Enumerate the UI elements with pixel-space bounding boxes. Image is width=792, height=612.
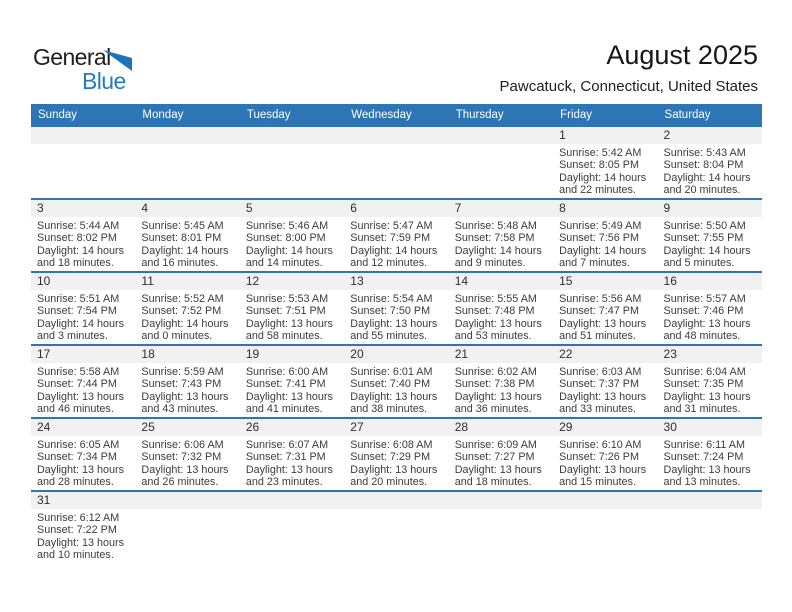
week-row — [31, 344, 762, 417]
day-daylight2: and 15 minutes. — [559, 475, 636, 488]
day-daylight2: and 48 minutes. — [663, 329, 741, 342]
day-sunset: Sunset: 7:47 PM — [559, 305, 639, 318]
day-number: 9 — [663, 201, 671, 215]
day-number: 18 — [141, 347, 155, 361]
day-cell — [344, 217, 448, 271]
day-sunrise: Sunrise: 5:58 AM — [37, 366, 120, 378]
day-number-band — [31, 127, 762, 144]
day-daylight1: Daylight: 13 hours — [37, 536, 125, 549]
day-daylight1: Daylight: 13 hours — [245, 463, 333, 476]
day-sunrise: Sunrise: 6:05 AM — [37, 439, 120, 451]
day-daylight1: Daylight: 13 hours — [37, 463, 125, 476]
day-cell — [240, 363, 344, 417]
day-daylight1: Daylight: 13 hours — [141, 390, 229, 403]
day-cell — [449, 363, 553, 417]
day-details-row — [31, 509, 762, 563]
day-details-row — [31, 436, 762, 490]
day-number: 17 — [37, 347, 51, 361]
day-number: 6 — [350, 201, 357, 215]
day-daylight1: Daylight: 13 hours — [454, 463, 542, 476]
day-sunrise: Sunrise: 5:54 AM — [350, 293, 433, 305]
day-sunrise: Sunrise: 6:11 AM — [663, 439, 745, 451]
day-sunset: Sunset: 8:02 PM — [37, 232, 117, 245]
day-daylight1: Daylight: 13 hours — [663, 317, 751, 330]
day-daylight2: and 28 minutes. — [37, 475, 114, 488]
day-cell — [553, 290, 657, 344]
day-cell — [135, 290, 239, 344]
day-cell — [449, 217, 553, 271]
day-sunset: Sunset: 7:31 PM — [245, 451, 326, 464]
day-daylight1: Daylight: 14 hours — [559, 171, 647, 184]
day-sunset: Sunset: 7:26 PM — [559, 451, 639, 464]
day-daylight1: Daylight: 14 hours — [663, 171, 751, 184]
week-row — [31, 198, 762, 271]
day-daylight2: and 16 minutes. — [141, 256, 219, 269]
day-sunset: Sunset: 7:54 PM — [37, 305, 117, 318]
day-number: 31 — [37, 493, 51, 507]
day-number: 26 — [245, 420, 260, 434]
day-daylight1: Daylight: 14 hours — [350, 244, 438, 257]
day-number: 14 — [454, 274, 469, 288]
day-sunrise: Sunrise: 6:07 AM — [245, 439, 329, 451]
day-daylight1: Daylight: 13 hours — [454, 317, 542, 330]
day-sunrise: Sunrise: 5:53 AM — [245, 293, 329, 305]
day-number: 22 — [559, 347, 573, 361]
week-row — [31, 127, 762, 198]
day-cell — [449, 290, 553, 344]
day-sunrise: Sunrise: 6:02 AM — [454, 366, 537, 378]
day-number: 21 — [454, 347, 469, 361]
day-number — [135, 127, 239, 144]
day-daylight1: Daylight: 14 hours — [245, 244, 333, 257]
day-daylight2: and 55 minutes. — [350, 329, 428, 342]
day-cell — [658, 144, 762, 198]
day-number-band — [31, 419, 762, 436]
day-daylight2: and 3 minutes. — [37, 329, 108, 342]
day-details-row — [31, 144, 762, 198]
day-daylight1: Daylight: 14 hours — [141, 244, 229, 257]
day-cell — [240, 290, 344, 344]
day-daylight1: Daylight: 14 hours — [37, 244, 125, 257]
day-sunset: Sunset: 7:52 PM — [141, 305, 222, 318]
page-title: August 2025 — [606, 40, 758, 70]
day-cell — [31, 363, 135, 417]
day-sunrise: Sunrise: 6:10 AM — [559, 439, 642, 451]
day-sunrise: Sunrise: 5:51 AM — [37, 293, 120, 305]
day-daylight2: and 9 minutes. — [454, 256, 526, 269]
day-details-row — [31, 363, 762, 417]
day-number-band — [31, 346, 762, 363]
day-daylight1: Daylight: 13 hours — [663, 463, 751, 476]
day-daylight2: and 5 minutes. — [663, 256, 735, 269]
day-details-row — [31, 290, 762, 344]
day-number — [240, 492, 344, 509]
day-daylight2: and 7 minutes. — [559, 256, 630, 269]
day-sunset: Sunset: 7:41 PM — [245, 378, 326, 391]
day-daylight2: and 18 minutes. — [454, 475, 532, 488]
day-cell — [31, 436, 135, 490]
day-sunset: Sunset: 7:56 PM — [559, 232, 639, 245]
day-sunset: Sunset: 7:48 PM — [454, 305, 535, 318]
day-daylight1: Daylight: 14 hours — [663, 244, 751, 257]
week-row — [31, 417, 762, 490]
day-number — [449, 492, 553, 509]
day-sunrise: Sunrise: 6:06 AM — [141, 439, 224, 451]
weekday-header-wednesday: Wednesday — [351, 109, 412, 121]
day-number — [31, 127, 135, 144]
day-number: 1 — [559, 128, 566, 142]
location-subtitle: Pawcatuck, Connecticut, United States — [499, 78, 758, 95]
day-sunrise: Sunrise: 5:55 AM — [454, 293, 537, 305]
day-daylight2: and 51 minutes. — [559, 329, 636, 342]
day-cell — [31, 144, 135, 198]
day-cell — [135, 363, 239, 417]
day-number — [449, 127, 553, 144]
week-row — [31, 490, 762, 563]
day-cell — [135, 509, 239, 563]
day-daylight2: and 22 minutes. — [559, 183, 636, 196]
day-daylight1: Daylight: 14 hours — [37, 317, 125, 330]
day-sunset: Sunset: 7:44 PM — [37, 378, 117, 391]
day-number-band — [31, 273, 762, 290]
day-sunrise: Sunrise: 6:12 AM — [37, 512, 120, 524]
day-sunrise: Sunrise: 5:43 AM — [663, 147, 746, 159]
day-number: 12 — [245, 274, 260, 288]
day-cell — [449, 509, 553, 563]
day-number: 28 — [454, 420, 469, 434]
day-number — [344, 492, 448, 509]
day-cell — [135, 217, 239, 271]
weekday-header-friday: Friday — [560, 109, 593, 121]
day-sunset: Sunset: 7:27 PM — [454, 451, 535, 464]
weekday-header-sunday: Sunday — [38, 109, 78, 121]
day-sunset: Sunset: 7:59 PM — [350, 232, 431, 245]
week-row — [31, 271, 762, 344]
day-daylight2: and 38 minutes. — [350, 402, 428, 415]
day-daylight2: and 46 minutes. — [37, 402, 114, 415]
day-sunset: Sunset: 7:50 PM — [350, 305, 431, 318]
day-sunrise: Sunrise: 5:47 AM — [350, 220, 433, 232]
day-sunrise: Sunrise: 5:42 AM — [559, 147, 642, 159]
day-sunrise: Sunrise: 5:48 AM — [454, 220, 537, 232]
day-sunset: Sunset: 8:04 PM — [663, 159, 744, 172]
day-cell — [135, 436, 239, 490]
day-cell — [553, 363, 657, 417]
day-sunset: Sunset: 7:32 PM — [141, 451, 222, 464]
day-sunset: Sunset: 7:35 PM — [663, 378, 744, 391]
day-sunrise: Sunrise: 5:52 AM — [141, 293, 224, 305]
day-number: 20 — [350, 347, 364, 361]
day-sunrise: Sunrise: 5:49 AM — [559, 220, 642, 232]
day-cell — [240, 217, 344, 271]
calendar-table — [31, 104, 762, 563]
day-cell — [658, 363, 762, 417]
day-number-band — [31, 492, 762, 509]
day-cell — [553, 509, 657, 563]
day-cell — [31, 509, 135, 563]
day-sunset: Sunset: 7:51 PM — [245, 305, 326, 318]
day-daylight2: and 41 minutes. — [245, 402, 323, 415]
day-number: 24 — [37, 420, 51, 434]
day-number: 13 — [350, 274, 364, 288]
day-number: 19 — [245, 347, 260, 361]
day-daylight2: and 26 minutes. — [141, 475, 219, 488]
day-cell — [344, 436, 448, 490]
day-number: 4 — [141, 201, 149, 215]
day-number-band — [31, 200, 762, 217]
day-cell — [553, 144, 657, 198]
logo-text-blue: Blue — [82, 68, 126, 94]
day-cell — [344, 363, 448, 417]
day-daylight1: Daylight: 13 hours — [141, 463, 229, 476]
weekday-header-tuesday: Tuesday — [246, 109, 291, 121]
day-daylight2: and 13 minutes. — [663, 475, 741, 488]
day-daylight2: and 23 minutes. — [245, 475, 323, 488]
day-number: 5 — [245, 201, 253, 215]
day-cell — [344, 144, 448, 198]
day-daylight1: Daylight: 13 hours — [37, 390, 125, 403]
day-sunset: Sunset: 8:05 PM — [559, 159, 639, 172]
day-cell — [658, 217, 762, 271]
day-daylight1: Daylight: 13 hours — [663, 390, 751, 403]
day-number: 16 — [663, 274, 677, 288]
day-sunset: Sunset: 8:00 PM — [245, 232, 326, 245]
day-number — [240, 127, 344, 144]
day-number: 29 — [559, 420, 573, 434]
day-sunrise: Sunrise: 6:09 AM — [454, 439, 537, 451]
day-sunset: Sunset: 7:43 PM — [141, 378, 222, 391]
day-cell — [135, 144, 239, 198]
day-sunrise: Sunrise: 6:01 AM — [350, 366, 433, 378]
day-daylight1: Daylight: 14 hours — [559, 244, 647, 257]
day-cell — [553, 217, 657, 271]
day-cell — [658, 509, 762, 563]
day-daylight1: Daylight: 13 hours — [559, 317, 647, 330]
day-details-row — [31, 217, 762, 271]
day-daylight2: and 20 minutes. — [663, 183, 741, 196]
day-daylight2: and 53 minutes. — [454, 329, 532, 342]
day-sunset: Sunset: 7:22 PM — [37, 524, 117, 537]
day-daylight1: Daylight: 14 hours — [454, 244, 542, 257]
day-number: 2 — [663, 128, 671, 142]
day-cell — [449, 436, 553, 490]
day-sunset: Sunset: 7:58 PM — [454, 232, 535, 245]
day-cell — [31, 217, 135, 271]
logo-text-general: General — [33, 44, 111, 70]
day-cell — [240, 144, 344, 198]
day-number: 23 — [663, 347, 677, 361]
general-blue-logo — [33, 44, 173, 96]
day-cell — [344, 509, 448, 563]
day-cell — [240, 436, 344, 490]
day-sunrise: Sunrise: 5:57 AM — [663, 293, 746, 305]
day-number: 25 — [141, 420, 155, 434]
calendar-header — [500, 40, 758, 95]
day-daylight2: and 10 minutes. — [37, 548, 114, 561]
day-daylight2: and 43 minutes. — [141, 402, 219, 415]
day-cell — [240, 509, 344, 563]
day-sunrise: Sunrise: 5:50 AM — [663, 220, 746, 232]
weekday-header-monday: Monday — [142, 109, 184, 121]
day-daylight1: Daylight: 13 hours — [454, 390, 542, 403]
day-sunrise: Sunrise: 5:59 AM — [141, 366, 224, 378]
day-daylight1: Daylight: 13 hours — [350, 390, 438, 403]
day-cell — [344, 290, 448, 344]
day-daylight1: Daylight: 13 hours — [350, 463, 438, 476]
day-number — [135, 492, 239, 509]
day-daylight2: and 58 minutes. — [245, 329, 323, 342]
day-sunset: Sunset: 8:01 PM — [141, 232, 222, 245]
day-number: 30 — [663, 420, 677, 434]
day-number: 27 — [350, 420, 364, 434]
day-sunrise: Sunrise: 5:56 AM — [559, 293, 642, 305]
day-cell — [658, 436, 762, 490]
day-daylight1: Daylight: 13 hours — [350, 317, 438, 330]
day-sunrise: Sunrise: 6:00 AM — [245, 366, 329, 378]
day-sunset: Sunset: 7:55 PM — [663, 232, 744, 245]
day-daylight1: Daylight: 13 hours — [245, 390, 333, 403]
day-daylight2: and 20 minutes. — [350, 475, 428, 488]
day-sunset: Sunset: 7:24 PM — [663, 451, 744, 464]
day-daylight1: Daylight: 13 hours — [245, 317, 333, 330]
day-number: 8 — [559, 201, 566, 215]
day-sunrise: Sunrise: 5:45 AM — [141, 220, 224, 232]
weekday-header-row — [31, 104, 762, 127]
weekday-header-saturday: Saturday — [664, 109, 711, 121]
day-cell — [31, 290, 135, 344]
day-sunset: Sunset: 7:46 PM — [663, 305, 744, 318]
day-sunset: Sunset: 7:34 PM — [37, 451, 117, 464]
day-sunset: Sunset: 7:29 PM — [350, 451, 431, 464]
day-number: 3 — [37, 201, 44, 215]
day-daylight1: Daylight: 13 hours — [559, 463, 647, 476]
day-sunrise: Sunrise: 6:03 AM — [559, 366, 642, 378]
day-sunset: Sunset: 7:40 PM — [350, 378, 431, 391]
day-daylight2: and 31 minutes. — [663, 402, 741, 415]
day-cell — [658, 290, 762, 344]
day-number: 10 — [37, 274, 51, 288]
day-daylight2: and 12 minutes. — [350, 256, 428, 269]
day-number — [344, 127, 448, 144]
day-sunrise: Sunrise: 5:44 AM — [37, 220, 120, 232]
day-sunset: Sunset: 7:37 PM — [559, 378, 639, 391]
day-number — [553, 492, 657, 509]
day-cell — [553, 436, 657, 490]
day-daylight1: Daylight: 14 hours — [141, 317, 229, 330]
day-number: 11 — [141, 274, 154, 288]
day-number: 7 — [454, 201, 462, 215]
day-daylight2: and 18 minutes. — [37, 256, 114, 269]
calendar-weeks — [31, 127, 762, 563]
day-daylight2: and 14 minutes. — [245, 256, 323, 269]
weekday-header-thursday: Thursday — [455, 109, 504, 121]
day-number — [658, 492, 762, 509]
day-sunrise: Sunrise: 5:46 AM — [245, 220, 329, 232]
day-sunrise: Sunrise: 6:04 AM — [663, 366, 746, 378]
day-cell — [449, 144, 553, 198]
day-daylight2: and 33 minutes. — [559, 402, 636, 415]
day-daylight2: and 0 minutes. — [141, 329, 213, 342]
day-number: 15 — [559, 274, 573, 288]
day-daylight2: and 36 minutes. — [454, 402, 532, 415]
day-sunrise: Sunrise: 6:08 AM — [350, 439, 433, 451]
day-daylight1: Daylight: 13 hours — [559, 390, 647, 403]
day-sunset: Sunset: 7:38 PM — [454, 378, 535, 391]
